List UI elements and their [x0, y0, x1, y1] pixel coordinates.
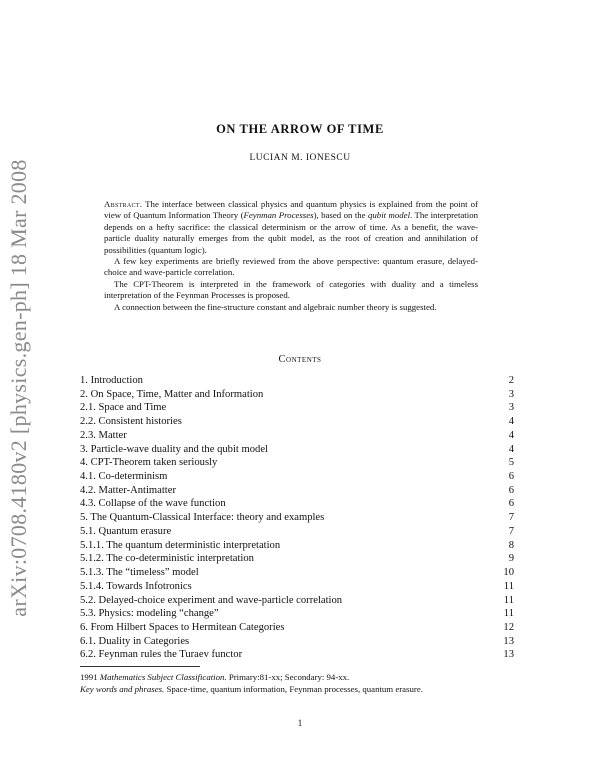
toc-entry-page: 6 [508, 471, 514, 483]
table-of-contents [80, 374, 514, 662]
toc-entry[interactable] [80, 374, 514, 388]
toc-entry[interactable] [80, 511, 514, 525]
toc-entry[interactable] [80, 484, 514, 498]
toc-entry-page: 6 [508, 498, 514, 510]
toc-entry[interactable] [80, 429, 514, 443]
toc-entry[interactable] [80, 594, 514, 608]
toc-entry-page: 7 [508, 512, 514, 524]
abstract-paragraph-1 [104, 199, 478, 256]
toc-entry-label: 2.1. Space and Time [80, 402, 167, 414]
abstract-paragraph-4: A connection between the fine-structure constant and algebraic number theory is suggested. [114, 301, 437, 312]
toc-entry-page: 6 [508, 484, 514, 496]
abstract [104, 199, 478, 313]
toc-entry-label: 5.1.2. The co-deterministic interpretation [80, 553, 254, 565]
abstract-paragraph-3: The CPT-Theorem is interpreted in the framework of categories with duality and a timeless interpretation of the Feynman Processes is proposed. [104, 278, 478, 301]
toc-entry-label: 4.2. Matter-Antimatter [80, 484, 176, 496]
abstract-text: . The interpretation depends on a hefty sacrifice: the classical determinism or the arrow of time. As a benefit, the wave-particle duality naturally emerges from the qubit model, as the root of creation and annihilation of possibilities (quantum logic). [104, 210, 478, 255]
toc-entry[interactable] [80, 525, 514, 539]
toc-entry-page: 3 [508, 402, 514, 414]
toc-entry-label: 3. Particle-wave duality and the qubit model [80, 443, 268, 455]
toc-entry[interactable] [80, 648, 514, 662]
toc-entry[interactable] [80, 415, 514, 429]
toc-entry-page: 13 [503, 649, 514, 661]
toc-entry[interactable] [80, 388, 514, 402]
toc-entry-label: 2.3. Matter [80, 429, 127, 441]
footnote-value: Space-time, quantum information, Feynman processes, quantum erasure. [166, 684, 423, 694]
toc-entry-label: 2.2. Consistent histories [80, 416, 182, 428]
footnote-value: Primary:81-xx; Secondary: 94-xx. [228, 672, 350, 682]
toc-entry-page: 11 [503, 594, 514, 606]
arxiv-side-stamp: arXiv:0708.4180v2 [physics.gen-ph] 18 Mar 2008 [6, 159, 31, 617]
footnote-label: Mathematics Subject Classification. [99, 672, 227, 682]
toc-entry-page: 7 [508, 525, 514, 537]
toc-entry-page: 4 [508, 416, 514, 428]
toc-entry-label: 5.1.1. The quantum deterministic interpretation [80, 539, 281, 551]
toc-entry[interactable] [80, 566, 514, 580]
footnote-divider [80, 666, 200, 667]
toc-entry-page: 4 [508, 429, 514, 441]
toc-entry-page: 13 [503, 635, 514, 647]
footnote-year: 1991 [80, 672, 98, 682]
paper-title: ON THE ARROW OF TIME [216, 122, 384, 136]
toc-entry-label: 5.2. Delayed-choice experiment and wave-particle correlation [80, 594, 343, 606]
toc-entry-page: 12 [503, 621, 514, 633]
toc-entry-label: 2. On Space, Time, Matter and Information [80, 388, 264, 400]
toc-entry[interactable] [80, 470, 514, 484]
footnote-keywords [80, 683, 520, 695]
toc-entry-label: 6.1. Duality in Categories [80, 635, 190, 647]
toc-entry-page: 10 [503, 567, 514, 579]
toc-entry[interactable] [80, 401, 514, 415]
toc-entry-label: 5.3. Physics: modeling “change” [80, 608, 219, 620]
abstract-paragraph-2: A few key experiments are briefly reviewed from the above perspective: quantum erasure, delayed-choice and wave-particle correlation. [104, 256, 478, 278]
contents-heading: Contents [278, 354, 322, 365]
toc-entry[interactable] [80, 456, 514, 470]
toc-entry-page: 11 [503, 608, 514, 620]
toc-entry[interactable] [80, 497, 514, 511]
toc-entry-page: 11 [503, 580, 514, 592]
toc-entry-label: 4.1. Co-determinism [80, 471, 168, 483]
toc-entry-label: 4.3. Collapse of the wave function [80, 498, 226, 510]
toc-entry-page: 8 [508, 539, 514, 551]
toc-entry-label: 6.2. Feynman rules the Turaev functor [80, 649, 243, 661]
toc-entry-label: 5. The Quantum-Classical Interface: theory and examples [80, 512, 325, 524]
footnote-classification [80, 671, 520, 683]
toc-entry-page: 3 [508, 388, 514, 400]
toc-entry-label: 4. CPT-Theorem taken seriously [80, 457, 218, 469]
toc-entry-page: 2 [508, 375, 514, 386]
abstract-emphasis: qubit model [368, 210, 411, 221]
footnote [80, 671, 520, 695]
toc-entry[interactable] [80, 539, 514, 553]
abstract-text: ), based on the [313, 210, 368, 221]
toc-entry-page: 5 [508, 457, 514, 469]
toc-entry[interactable] [80, 580, 514, 594]
toc-entry[interactable] [80, 621, 514, 635]
toc-entry-label: 5.1. Quantum erasure [80, 525, 172, 537]
toc-entry-label: 5.1.3. The “timeless” model [80, 567, 199, 579]
abstract-heading: Abstract. [104, 199, 143, 209]
toc-entry-label: 1. Introduction [80, 375, 143, 386]
abstract-text: The interface between classical physics and quantum physics is explained from the point of view of Quantum Information Theory ( [104, 199, 478, 221]
footnote-label: Key words and phrases. [80, 684, 165, 694]
toc-entry[interactable] [80, 443, 514, 457]
toc-entry-label: 6. From Hilbert Spaces to Hermitean Categories [80, 621, 285, 633]
toc-entry-label: 5.1.4. Towards Infotronics [80, 580, 192, 592]
paper-author: LUCIAN M. IONESCU [249, 153, 351, 163]
toc-entry[interactable] [80, 635, 514, 649]
toc-entry-page: 4 [508, 443, 514, 455]
page-number: 1 [297, 718, 303, 728]
toc-entry[interactable] [80, 607, 514, 621]
toc-entry[interactable] [80, 552, 514, 566]
abstract-emphasis: Feynman Processes [243, 210, 314, 221]
toc-entry-page: 9 [508, 553, 514, 565]
